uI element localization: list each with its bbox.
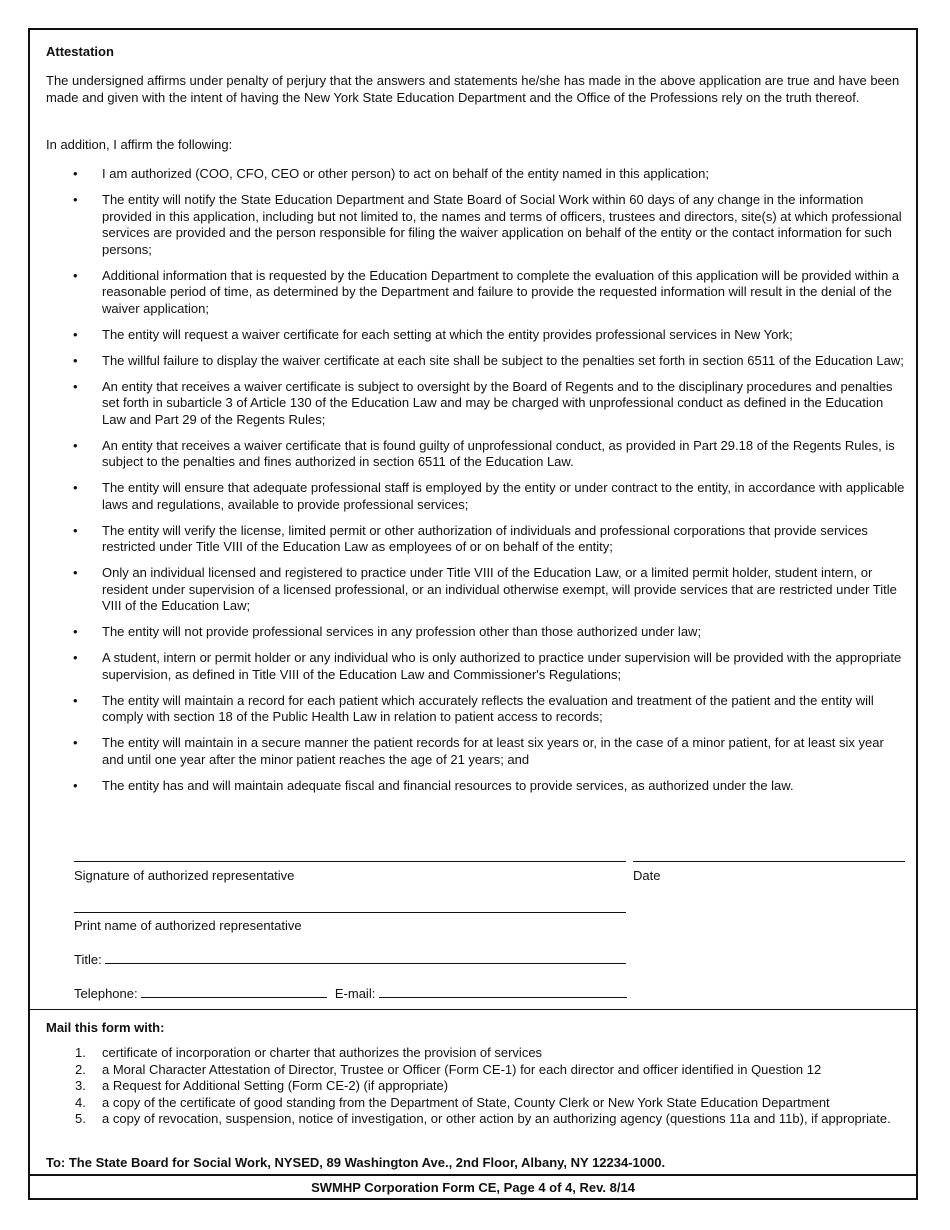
print-name-field[interactable] [74, 912, 626, 913]
list-item: 4. a copy of the certificate of good standing from the Department of State, County Clerk or New York State Education Department [75, 1094, 830, 1110]
email-label: E-mail: [334, 986, 376, 1001]
list-item: • The willful failure to display the waiver certificate at each site shall be subject to the penalties set forth in section 6511 of the Education Law; [73, 352, 904, 368]
title-field[interactable] [105, 951, 626, 964]
list-item: • The entity will maintain in a secure manner the patient records for at least six years or, in the case of a minor patient, for at least six year and until one year after the minor patient reaches the age of 21 years; and [73, 735, 884, 767]
mailing-address: To: The State Board for Social Work, NYSED, 89 Washington Ave., 2nd Floor, Albany, NY 12234-1000. [46, 1155, 666, 1170]
list-item: • A student, intern or permit holder or any individual who is only authorized to practice under supervision will be provided with the appropriate supervision, as defined in Title VIII of the Education Law and Commissioner's Regulations; [73, 650, 902, 682]
attestation-addition: In addition, I affirm the following: [46, 137, 233, 152]
bullet-icon: • [73, 326, 78, 342]
bullet-icon: • [73, 267, 78, 283]
form-page-frame [28, 28, 918, 1200]
list-item: 3. a Request for Additional Setting (Form CE-2) (if appropriate) [75, 1078, 449, 1093]
bullet-icon: • [73, 624, 78, 639]
bullet-icon: • [73, 565, 78, 580]
signature-field[interactable] [74, 861, 626, 862]
date-field[interactable] [633, 861, 905, 862]
bullet-icon: • [73, 378, 78, 394]
bullet-icon: • [73, 735, 78, 750]
bullet-icon: • [73, 352, 78, 368]
bullet-icon: • [73, 437, 78, 453]
bullet-icon: • [73, 650, 78, 665]
list-item: • The entity will maintain a record for each patient which accurately reflects the evaluation and treatment of the patient and the entity will comply with section 18 of the Public Health Law in relation to patient access to records; [73, 692, 874, 724]
telephone-field[interactable] [141, 985, 327, 998]
list-item: • The entity will not provide professional services in any profession other than those authorized under law; [73, 624, 702, 639]
list-item: • The entity will ensure that adequate professional staff is employed by the entity or under contract to the entity, in accordance with applicable laws and regulations, available to provide professional services; [73, 480, 905, 512]
mail-section [30, 1010, 916, 1176]
bullet-icon: • [73, 192, 78, 207]
mail-list [46, 1045, 908, 1128]
list-item: • An entity that receives a waiver certificate that is found guilty of unprofessional conduct, as provided in Part 29.18 of the Regents Rules, is subject to the penalties and fines authorized in section 6511 of the Education Law. [73, 437, 895, 469]
list-item: • The entity will request a waiver certificate for each setting at which the entity provides professional services in New York; [73, 326, 793, 342]
list-item: • Additional information that is requested by the Education Department to complete the evaluation of this application will be provided within a reasonable period of time, as determined by the Department and failure to provide the requested information will result in the denial of the waiver application; [73, 267, 900, 316]
telephone-label: Telephone: [74, 986, 138, 1001]
email-field[interactable] [379, 985, 627, 998]
title-row [74, 951, 626, 968]
bullet-icon: • [73, 692, 78, 708]
contact-row [74, 985, 627, 1002]
list-item: 1. certificate of incorporation or charter that authorizes the provision of services [75, 1045, 543, 1060]
list-item: 2. a Moral Character Attestation of Director, Trustee or Officer (Form CE-1) for each director and officer identified in Question 12 [75, 1061, 822, 1077]
list-item: • An entity that receives a waiver certificate is subject to oversight by the Board of Regents and to the disciplinary procedures and penalties set forth in subarticle 3 of Article 130 of the Education Law and may be charged with unprofessional conduct as defined in the Education Law and Part 29 of the Regents Rules; [73, 378, 893, 427]
footer-text: SWMHP Corporation Form CE, Page 4 of 4, Rev. 8/14 [311, 1180, 635, 1195]
title-label: Title: [74, 952, 102, 967]
signature-label: Signature of authorized representative [74, 868, 295, 883]
form-footer [30, 1176, 916, 1200]
attestation-section [30, 30, 916, 1010]
attestation-list [46, 166, 908, 804]
date-label: Date [633, 868, 661, 883]
list-item: 5. a copy of revocation, suspension, notice of investigation, or other action by an authorizing agency (questions 11a and 11b), if appropriate. [75, 1111, 891, 1126]
print-name-label: Print name of authorized representative [74, 918, 302, 933]
list-item: • I am authorized (COO, CFO, CEO or other person) to act on behalf of the entity named in this application; [73, 166, 709, 181]
attestation-heading: Attestation [46, 44, 114, 59]
list-item: • The entity has and will maintain adequate fiscal and financial resources to provide services, as authorized under the law. [73, 777, 794, 793]
attestation-intro: The undersigned affirms under penalty of perjury that the answers and statements he/she has made in the above application are true and have been made and given with the intent of having the New York State Education Department and the Office of the Professions rely on the truth thereof. [46, 73, 900, 105]
list-item: • The entity will verify the license, limited permit or other authorization of individuals and professional corporations that provide services restricted under Title VIII of the Education Law as employees of or on behalf of the entity; [73, 522, 868, 554]
bullet-icon: • [73, 522, 78, 538]
list-item: • The entity will notify the State Education Department and State Board of Social Work within 60 days of any change in the information provided in this application, including but not limited to, the names and terms of officers, trustees and directors, site(s) at which professional services are provided and the person responsible for filing the waiver application on behalf of the entity or the contact information for such persons; [73, 192, 902, 257]
bullet-icon: • [73, 777, 78, 793]
bullet-icon: • [73, 480, 78, 495]
bullet-icon: • [73, 166, 78, 181]
mail-heading: Mail this form with: [46, 1020, 165, 1035]
list-item: • Only an individual licensed and registered to practice under Title VIII of the Education Law, or a limited permit holder, student intern, or resident under supervision of a licensed professional, or an individual otherwise exempt, will provide services that are restricted under Title VIII of the Education Law; [73, 565, 897, 613]
